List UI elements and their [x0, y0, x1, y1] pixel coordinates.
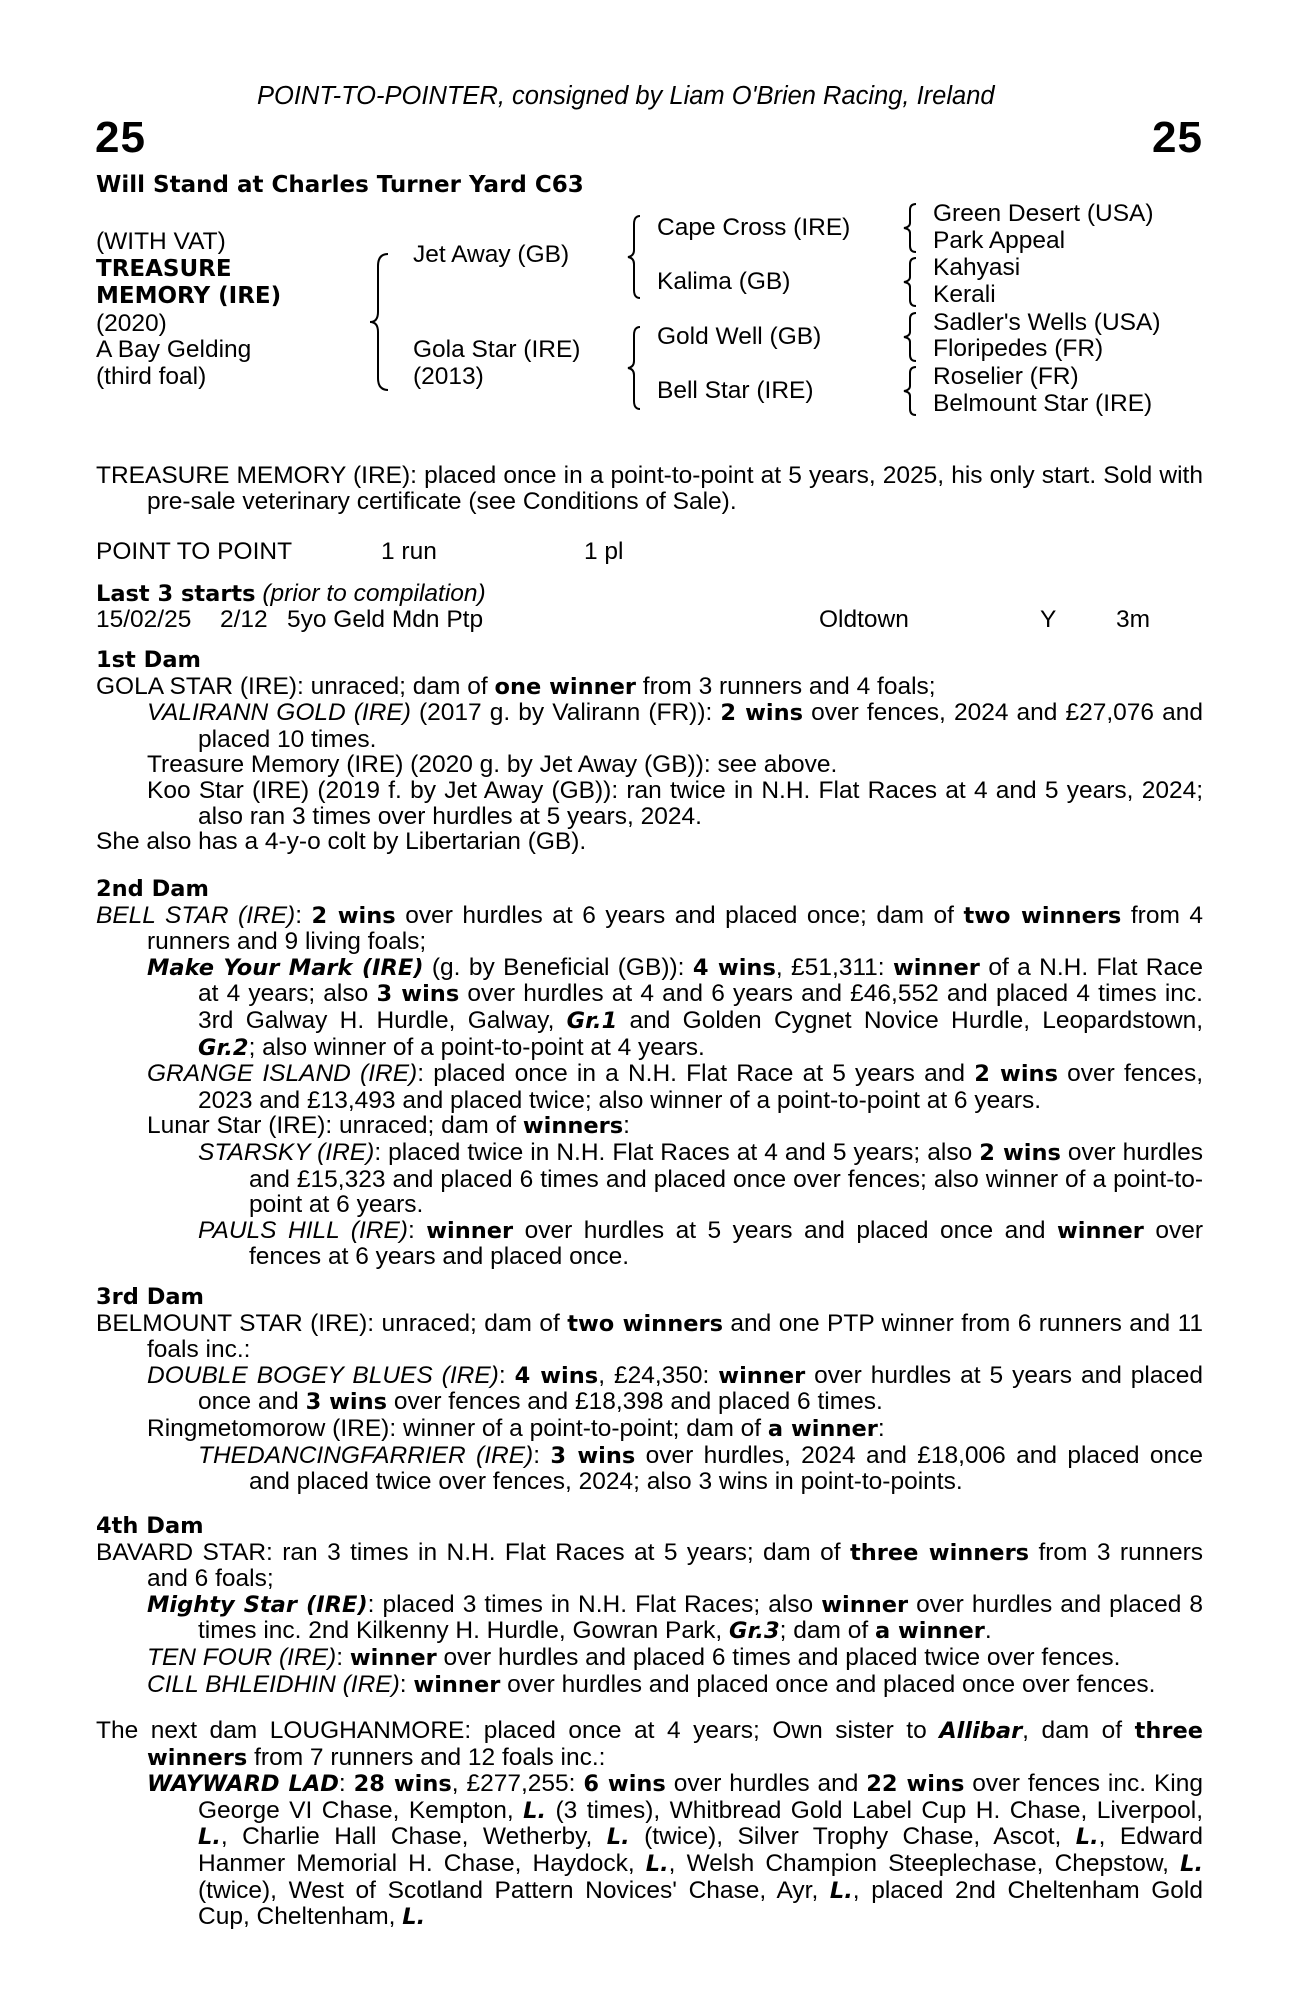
- text-run: VALIRANN GOLD (IRE): [147, 699, 411, 727]
- text-run: L.: [402, 1904, 426, 1931]
- text-run: BELL STAR (IRE): [96, 901, 296, 929]
- text-run: CILL BHLEIDHIN (IRE): [147, 1670, 400, 1698]
- pedigree-brace-g3-1: [902, 202, 920, 254]
- pedigree-brace-g3-2: [902, 256, 920, 308]
- text-run: from 3 runners and 4 foals;: [635, 672, 936, 700]
- text-run: L.: [198, 1824, 221, 1851]
- text-run: over hurdles and placed 8 times inc. 2nd Kilkenny H. Hurdle, Gowran Park,: [198, 1590, 1203, 1645]
- text-run: over hurdles at 5 years and placed once and: [198, 1361, 1203, 1416]
- fourth-dam-offspring-2: [96, 1645, 1203, 1672]
- pedigree-brace-sire: [626, 214, 644, 300]
- text-run: GOLA STAR (IRE): unraced; dam of: [96, 672, 495, 700]
- text-run: 4 wins: [514, 1362, 599, 1389]
- summary-horse-name: TREASURE MEMORY (IRE): [96, 462, 411, 489]
- text-run: :: [498, 1361, 515, 1389]
- pedigree-dam-year: (2013): [413, 363, 484, 390]
- pedigree-g3-2: Park Appeal: [933, 227, 1066, 254]
- text-run: winner: [426, 1217, 514, 1244]
- pedigree-g3-8: Belmount Star (IRE): [933, 390, 1153, 417]
- text-run: 2 wins: [979, 1139, 1061, 1166]
- text-run: Mighty Star (IRE): [147, 1591, 368, 1618]
- text-run: winner: [349, 1644, 437, 1671]
- text-run: ; also winner of a point-to-point at 4 years.: [248, 1033, 705, 1061]
- text-run: over hurdles and: [665, 1770, 867, 1798]
- text-run: two winners: [963, 902, 1122, 929]
- text-run: 3 wins: [550, 1442, 636, 1469]
- first-dam-offspring-2: Treasure Memory (IRE) (2020 g. by Jet Away (GB)): see above.: [147, 751, 838, 779]
- pedigree-brace-g3-3: [902, 311, 920, 363]
- text-run: over fences and £18,398 and placed 6 times.: [387, 1388, 883, 1416]
- text-run: GRANGE ISLAND (IRE): [147, 1060, 418, 1088]
- text-run: from 7 runners and 12 foals inc.:: [247, 1743, 606, 1771]
- text-run: over hurdles at 6 years and placed once; dam of: [395, 901, 964, 929]
- text-run: :: [407, 1216, 427, 1244]
- third-dam-heading: 3rd Dam: [96, 1284, 204, 1310]
- text-run: (2017 g. by Valirann (FR)):: [410, 699, 721, 727]
- second-dam-offspring-1: [96, 955, 1203, 1061]
- text-run: , dam of: [1022, 1717, 1135, 1744]
- third-dam-grand-offspring-1: [96, 1443, 1203, 1495]
- text-run: : placed twice in N.H. Flat Races at 4 and 5 years; also: [374, 1138, 980, 1166]
- text-run: over hurdles and £15,323 and placed 6 times and placed once over fences; also winner of a point-to-point at 6 years.: [249, 1138, 1203, 1219]
- second-dam-grand-offspring-1: [96, 1140, 1203, 1218]
- horse-name-line2: MEMORY (IRE): [96, 283, 282, 309]
- second-dam-offspring-2: [96, 1061, 1203, 1113]
- pedigree-sire: Jet Away (GB): [413, 241, 570, 268]
- last-starts-heading: Last 3 starts: [96, 581, 256, 607]
- text-run: one winner: [494, 673, 636, 700]
- text-run: over hurdles and placed 6 times and placed twice over fences.: [436, 1643, 1121, 1671]
- text-run: winner: [821, 1591, 909, 1618]
- text-run: a winner: [767, 1415, 878, 1442]
- text-run: , Welsh Champion Steeplechase, Chepstow,: [668, 1849, 1181, 1877]
- first-dam-heading: 1st Dam: [96, 647, 201, 673]
- second-dam-section: [96, 877, 1203, 1270]
- text-run: over hurdles at 4 and 6 years and £46,552 and placed 4 times inc. 3rd Galway H. Hurdle, Galway,: [198, 980, 1203, 1034]
- text-run: winner: [1056, 1217, 1144, 1244]
- horse-year: (2020): [96, 310, 167, 337]
- vat-label: (WITH VAT): [96, 228, 226, 255]
- text-run: 2 wins: [720, 700, 804, 727]
- first-dam-offspring-3: Koo Star (IRE) (2019 f. by Jet Away (GB)): ran twice in N.H. Flat Races at 4 and 5 years, 2024; also ran 3 times over hurdles at 5 years, 2024.: [147, 776, 1203, 830]
- next-dam-offspring-1: [96, 1771, 1203, 1931]
- text-run: , Edward Hanmer Memorial H. Chase, Haydock,: [198, 1823, 1203, 1877]
- text-run: L.: [1180, 1850, 1203, 1877]
- text-run: 2 wins: [311, 902, 396, 929]
- text-run: winners: [522, 1113, 624, 1140]
- horse-summary: [96, 463, 1203, 514]
- third-dam-offspring-2: [96, 1416, 1203, 1443]
- pedigree-g3-7: Roselier (FR): [933, 363, 1079, 390]
- first-dam-section: [96, 648, 1203, 855]
- text-run: :: [336, 1643, 350, 1671]
- fourth-dam-entry: [96, 1540, 1203, 1592]
- text-run: 28 wins: [353, 1771, 452, 1798]
- next-dam-entry: [96, 1718, 1203, 1771]
- text-run: over hurdles and placed once and placed once over fences.: [500, 1670, 1156, 1698]
- pedigree-dam-sire: Gold Well (GB): [657, 323, 822, 350]
- text-run: TEN FOUR (IRE): [147, 1643, 337, 1671]
- first-dam-entry: [96, 674, 1203, 701]
- fourth-dam-section: [96, 1514, 1203, 1698]
- text-run: 3 wins: [305, 1389, 388, 1416]
- text-run: over fences at 6 years and placed once.: [249, 1216, 1203, 1271]
- text-run: 3 wins: [376, 981, 460, 1008]
- text-run: BAVARD STAR: ran 3 times in N.H. Flat Races at 5 years; dam of: [96, 1538, 850, 1566]
- record-runs: 1 run: [381, 538, 437, 565]
- start-course: Oldtown: [819, 606, 909, 633]
- consignment-header: POINT-TO-POINTER, consigned by Liam O'Brien Racing, Ireland: [257, 82, 995, 110]
- lot-number-left: 25: [95, 113, 146, 162]
- text-run: ; dam of: [779, 1617, 875, 1645]
- pedigree-g3-4: Kerali: [933, 281, 996, 308]
- fourth-dam-offspring-1: [96, 1592, 1203, 1645]
- start-race: 5yo Geld Mdn Ptp: [287, 606, 484, 633]
- text-run: : placed 3 times in N.H. Flat Races; also: [367, 1590, 822, 1618]
- pedigree-brace-dam: [626, 325, 644, 411]
- start-going: Y: [1040, 606, 1057, 633]
- text-run: L.: [1075, 1824, 1099, 1851]
- text-run: winner: [893, 954, 980, 981]
- text-run: : placed once in a N.H. Flat Race at 5 years and: [417, 1060, 975, 1088]
- record-label: POINT TO POINT: [96, 538, 293, 565]
- first-dam-offspring-1: [96, 700, 1203, 752]
- summary-text: : placed once in a point-to-point at 5 years, 2025, his only start. Sold with pre-sale veterinary certificate (see Conditions of Sale).: [147, 462, 1203, 515]
- text-run: a winner: [874, 1618, 985, 1645]
- text-run: (twice), West of Scotland Pattern Novices' Chase, Ayr,: [198, 1876, 830, 1904]
- text-run: L.: [829, 1877, 853, 1904]
- last-starts-heading-row: [96, 581, 486, 608]
- text-run: of a N.H. Flat Race at 4 years; also: [198, 953, 1203, 1008]
- text-run: , placed 2nd Cheltenham Gold Cup, Cheltenham,: [198, 1876, 1203, 1931]
- text-run: :: [295, 901, 312, 929]
- text-run: THEDANCINGFARRIER (IRE): [198, 1441, 534, 1469]
- text-run: :: [338, 1770, 354, 1798]
- text-run: (g. by Beneficial (GB)):: [423, 953, 693, 981]
- text-run: DOUBLE BOGEY BLUES (IRE): [147, 1361, 499, 1389]
- text-run: 2 wins: [974, 1061, 1058, 1088]
- text-run: The next dam LOUGHANMORE: placed once at 4 years; Own sister to: [96, 1717, 940, 1744]
- text-run: :: [533, 1441, 551, 1469]
- text-run: over fences inc. King George VI Chase, Kempton,: [198, 1770, 1203, 1824]
- pedigree-dam: Gola Star (IRE): [413, 336, 581, 363]
- text-run: Lunar Star (IRE): unraced; dam of: [147, 1112, 523, 1140]
- text-run: Gr.1: [566, 1007, 618, 1034]
- stable-location: Will Stand at Charles Turner Yard C63: [96, 172, 584, 198]
- text-run: Ringmetomorow (IRE): winner of a point-to-point; dam of: [147, 1414, 768, 1442]
- next-dam-section: [96, 1718, 1203, 1931]
- start-date: 15/02/25: [96, 606, 192, 633]
- text-run: 22 wins: [866, 1771, 965, 1798]
- text-run: :: [399, 1670, 414, 1698]
- text-run: three winners: [849, 1539, 1030, 1566]
- text-run: , £277,255:: [451, 1770, 584, 1798]
- text-run: , Charlie Hall Chase, Wetherby,: [220, 1823, 607, 1851]
- text-run: .: [984, 1617, 992, 1645]
- third-dam-offspring-1: [96, 1363, 1203, 1416]
- second-dam-grand-offspring-2: [96, 1218, 1203, 1270]
- foal-note: (third foal): [96, 363, 207, 390]
- fourth-dam-offspring-3: [96, 1672, 1203, 1699]
- text-run: :: [877, 1414, 885, 1442]
- text-run: L.: [606, 1824, 630, 1851]
- text-run: over hurdles at 5 years and placed once and: [513, 1216, 1057, 1244]
- text-run: Gr.3: [729, 1618, 780, 1645]
- text-run: from 3 runners and 6 foals;: [147, 1538, 1203, 1593]
- text-run: 4 wins: [692, 954, 776, 981]
- text-run: , £24,350:: [598, 1361, 719, 1389]
- text-run: three winners: [147, 1718, 1203, 1771]
- start-position: 2/12: [220, 606, 268, 633]
- text-run: BELMOUNT STAR (IRE): unraced; dam of: [96, 1309, 568, 1337]
- last-starts-note: (prior to compilation): [262, 580, 486, 607]
- text-run: winner: [413, 1671, 501, 1698]
- pedigree-sire-dam: Kalima (GB): [657, 268, 791, 295]
- text-run: 6 wins: [583, 1771, 666, 1798]
- second-dam-entry: [96, 903, 1203, 955]
- pedigree-g3-3: Kahyasi: [933, 254, 1021, 281]
- text-run: and Golden Cygnet Novice Hurdle, Leopardstown,: [617, 1006, 1204, 1034]
- text-run: Gr.2: [198, 1034, 249, 1061]
- text-run: and one PTP winner from 6 runners and 11 foals inc.:: [147, 1309, 1204, 1364]
- text-run: L.: [523, 1797, 547, 1824]
- pedigree-dam-dam: Bell Star (IRE): [657, 377, 814, 404]
- text-run: (3 times), Whitbread Gold Label Cup H. Chase, Liverpool,: [546, 1796, 1203, 1824]
- text-run: Make Your Mark (IRE): [147, 954, 424, 981]
- first-dam-note: She also has a 4-y-o colt by Libertarian (GB).: [96, 828, 587, 856]
- text-run: :: [623, 1112, 630, 1140]
- text-run: (twice), Silver Trophy Chase, Ascot,: [629, 1823, 1076, 1851]
- second-dam-heading: 2nd Dam: [96, 876, 209, 902]
- text-run: over fences, 2023 and £13,493 and placed twice; also winner of a point-to-point at 6 years.: [198, 1060, 1203, 1114]
- horse-name-line1: TREASURE: [96, 256, 232, 282]
- pedigree-brace-g3-4: [902, 365, 920, 417]
- text-run: L.: [645, 1850, 669, 1877]
- lot-number-right: 25: [1152, 113, 1203, 162]
- text-run: winner: [718, 1362, 806, 1389]
- horse-description: A Bay Gelding: [96, 336, 252, 363]
- third-dam-section: [96, 1285, 1203, 1495]
- text-run: Allibar: [939, 1718, 1023, 1744]
- record-placed: 1 pl: [584, 538, 624, 565]
- text-run: over fences, 2024 and £27,076 and placed 10 times.: [198, 699, 1203, 753]
- text-run: from 4 runners and 9 living foals;: [147, 901, 1203, 956]
- text-run: WAYWARD LAD: [147, 1771, 339, 1798]
- fourth-dam-heading: 4th Dam: [96, 1513, 204, 1539]
- pedigree-g3-1: Green Desert (USA): [933, 200, 1154, 227]
- pedigree-g3-5: Sadler's Wells (USA): [933, 309, 1161, 336]
- pedigree-brace-main: [368, 252, 394, 392]
- text-run: two winners: [567, 1310, 723, 1337]
- second-dam-offspring-3: [96, 1113, 1203, 1140]
- text-run: over hurdles, 2024 and £18,006 and placed once and placed twice over fences, 2024; also 3 wins in point-to-points.: [249, 1441, 1203, 1496]
- text-run: PAULS HILL (IRE): [198, 1216, 408, 1244]
- text-run: , £51,311:: [775, 953, 894, 981]
- pedigree-sire-sire: Cape Cross (IRE): [657, 214, 851, 241]
- text-run: STARSKY (IRE): [198, 1138, 375, 1166]
- pedigree-g3-6: Floripedes (FR): [933, 335, 1104, 362]
- third-dam-entry: [96, 1311, 1203, 1363]
- start-distance: 3m: [1116, 606, 1151, 633]
